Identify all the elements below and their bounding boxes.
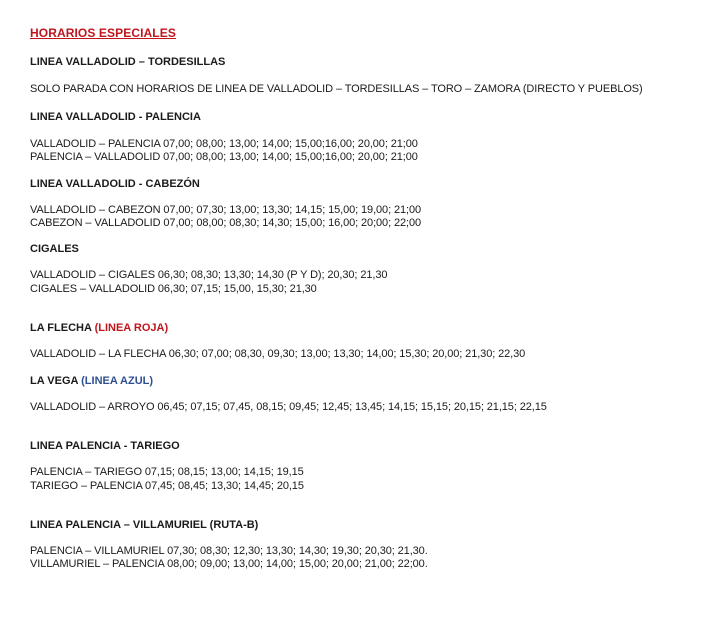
schedule-line: VALLADOLID – CABEZON 07,00; 07,30; 13,00; 13,30; 14,15; 15,00; 19,00; 21;00 — [30, 204, 422, 216]
linea-azul-label: (LINEA AZUL) — [81, 375, 154, 387]
schedule-line: VILLAMURIEL – PALENCIA 08,00; 09,00; 13,00; 14,00; 15,00; 20,00; 21,00; 22;00. — [30, 558, 428, 570]
schedule-line: CABEZON – VALLADOLID 07,00; 08,00; 08,30; 14,30; 15,00; 16,00; 20;00; 22;00 — [30, 217, 422, 229]
section-heading-valladolid-cabezon: LINEA VALLADOLID - CABEZÓN — [30, 178, 200, 190]
section-heading-palencia-villamuriel: LINEA PALENCIA – VILLAMURIEL (RUTA-B) — [30, 519, 259, 531]
schedule-line: VALLADOLID – ARROYO 06,45; 07,15; 07,45, 08,15; 09,45; 12,45; 13,45; 14,15; 15,15; 20,15; 21,15; 22,15 — [30, 401, 547, 413]
schedule-line: VALLADOLID – CIGALES 06,30; 08,30; 13,30; 14,30 (P Y D); 20,30; 21,30 — [30, 269, 388, 281]
schedule-line: PALENCIA – VILLAMURIEL 07,30; 08,30; 12,30; 13,30; 14,30; 19,30; 20,30; 21,30. — [30, 545, 428, 557]
schedule-line: CIGALES – VALLADOLID 06,30; 07,15; 15,00, 15,30; 21,30 — [30, 283, 317, 295]
section-heading-la-flecha — [30, 322, 168, 334]
section-heading-la-vega — [30, 375, 153, 387]
schedule-line: PALENCIA – VALLADOLID 07,00; 08,00; 13,00; 14,00; 15,00;16,00; 20,00; 21;00 — [30, 151, 418, 163]
schedule-line: VALLADOLID – PALENCIA 07,00; 08,00; 13,00; 14,00; 15,00;16,00; 20,00; 21;00 — [30, 138, 418, 150]
linea-roja-label: (LINEA ROJA) — [94, 322, 169, 334]
section-heading-palencia-tariego: LINEA PALENCIA - TARIEGO — [30, 440, 180, 452]
section-heading-cigales: CIGALES — [30, 243, 79, 255]
document-title: HORARIOS ESPECIALES — [30, 26, 176, 40]
section-heading-valladolid-palencia: LINEA VALLADOLID - PALENCIA — [30, 111, 201, 123]
schedule-line: VALLADOLID – LA FLECHA 06,30; 07,00; 08,30, 09,30; 13,00; 13,30; 14,00; 15,30; 20,00; 21,30; 22,30 — [30, 348, 526, 360]
schedule-line: SOLO PARADA CON HORARIOS DE LINEA DE VALLADOLID – TORDESILLAS – TORO – ZAMORA (DIRECTO Y PUEBLOS) — [30, 83, 643, 95]
heading-text: LA VEGA — [30, 375, 79, 387]
heading-text: LA FLECHA — [30, 322, 92, 334]
schedule-line: TARIEGO – PALENCIA 07,45; 08,45; 13,30; 14,45; 20,15 — [30, 480, 304, 492]
section-heading-valladolid-tordesillas: LINEA VALLADOLID – TORDESILLAS — [30, 56, 226, 68]
schedule-line: PALENCIA – TARIEGO 07,15; 08,15; 13,00; 14,15; 19,15 — [30, 466, 304, 478]
